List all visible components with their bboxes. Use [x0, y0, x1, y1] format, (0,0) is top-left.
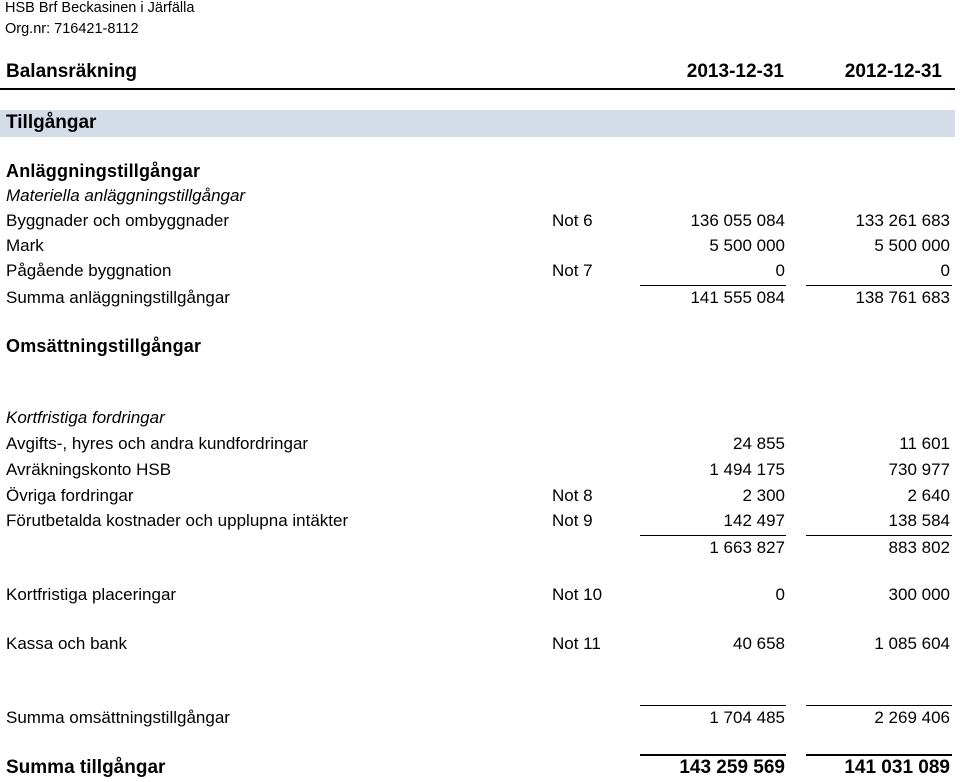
sum-underline [806, 535, 952, 536]
anl-subheading-row [0, 186, 960, 208]
oms-heading-row [0, 336, 960, 358]
row-value-2012: 11 601 [899, 434, 950, 453]
row-value-2012: 138 761 683 [855, 288, 950, 307]
row-value-2013: 1 663 827 [709, 538, 785, 557]
sum-underline [640, 705, 786, 706]
total-label: Summa tillgångar [6, 757, 166, 778]
total-value-2012: 141 031 089 [844, 757, 950, 778]
table-row [0, 634, 960, 656]
oms-subheading: Kortfristiga fordringar [6, 408, 165, 427]
row-value-2013: 2 300 [742, 486, 785, 505]
row-value-2012: 730 977 [888, 460, 950, 479]
row-note: Not 11 [552, 634, 601, 653]
row-label: Byggnader och ombyggnader [6, 211, 230, 230]
row-label: Avräkningskonto HSB [6, 460, 172, 479]
row-label: Kassa och bank [6, 634, 127, 653]
row-value-2012: 2 640 [907, 486, 950, 505]
row-note: Not 7 [552, 261, 593, 280]
row-value-2012: 2 269 406 [874, 708, 950, 727]
row-value-2012: 5 500 000 [874, 236, 950, 255]
oms-subheading-row [0, 408, 960, 430]
row-value-2012: 1 085 604 [874, 634, 950, 653]
row-value-2013: 141 555 084 [690, 288, 785, 307]
row-label: Mark [6, 236, 44, 255]
row-value-2013: 5 500 000 [709, 236, 785, 255]
sum-underline [640, 285, 786, 286]
row-label: Förutbetalda kostnader och upplupna intäkter [6, 511, 349, 530]
row-note: Not 9 [552, 511, 593, 530]
sum-underline [806, 285, 952, 286]
table-row [0, 211, 960, 233]
table-row [0, 585, 960, 607]
anl-heading-row [0, 161, 960, 183]
row-value-2013: 136 055 084 [690, 211, 785, 230]
row-label: Övriga fordringar [6, 486, 134, 505]
row-label: Pågående byggnation [6, 261, 172, 280]
row-value-2013: 0 [775, 585, 785, 604]
row-value-2012: 883 802 [888, 538, 950, 557]
row-value-2013: 1 704 485 [709, 708, 785, 727]
org-number: Org.nr: 716421-8112 [5, 21, 139, 37]
row-value-2013: 0 [775, 261, 785, 280]
table-row [0, 511, 960, 533]
row-label: Summa omsättningstillgångar [6, 708, 230, 727]
row-value-2013: 1 494 175 [709, 460, 785, 479]
row-note: Not 6 [552, 211, 593, 230]
row-label: Avgifts-, hyres och andra kundfordringar [6, 434, 309, 453]
row-value-2012: 0 [940, 261, 950, 280]
table-row [0, 486, 960, 508]
total-value-2013: 143 259 569 [679, 757, 785, 778]
total-underline [640, 754, 786, 756]
table-row [0, 708, 960, 730]
table-row [0, 261, 960, 283]
table-row [0, 236, 960, 258]
sum-underline [640, 535, 786, 536]
total-underline [806, 754, 952, 756]
table-row [0, 288, 960, 310]
page-title: Balansräkning [6, 61, 137, 82]
section-title: Tillgångar [6, 112, 97, 133]
table-row [0, 434, 960, 456]
column-header-2013: 2013-12-31 [686, 61, 784, 82]
row-value-2013: 142 497 [723, 511, 785, 530]
row-value-2013: 40 658 [733, 634, 785, 653]
column-header-2012: 2012-12-31 [844, 61, 942, 82]
total-row [0, 757, 960, 782]
table-row [0, 460, 960, 482]
row-label: Kortfristiga placeringar [6, 585, 177, 604]
row-note: Not 10 [552, 585, 603, 604]
anl-subheading: Materiella anläggningstillgångar [6, 186, 246, 205]
row-value-2012: 300 000 [888, 585, 950, 604]
table-row [0, 538, 960, 560]
report-title-row [0, 56, 955, 90]
row-value-2012: 138 584 [888, 511, 950, 530]
row-label: Summa anläggningstillgångar [6, 288, 230, 307]
oms-heading: Omsättningstillgångar [6, 336, 202, 356]
row-value-2013: 24 855 [733, 434, 785, 453]
anl-heading: Anläggningstillgångar [6, 161, 201, 181]
sum-underline [806, 705, 952, 706]
org-name: HSB Brf Beckasinen i Järfälla [5, 0, 195, 16]
row-value-2012: 133 261 683 [855, 211, 950, 230]
row-note: Not 8 [552, 486, 593, 505]
section-band-tillgangar [0, 110, 955, 137]
